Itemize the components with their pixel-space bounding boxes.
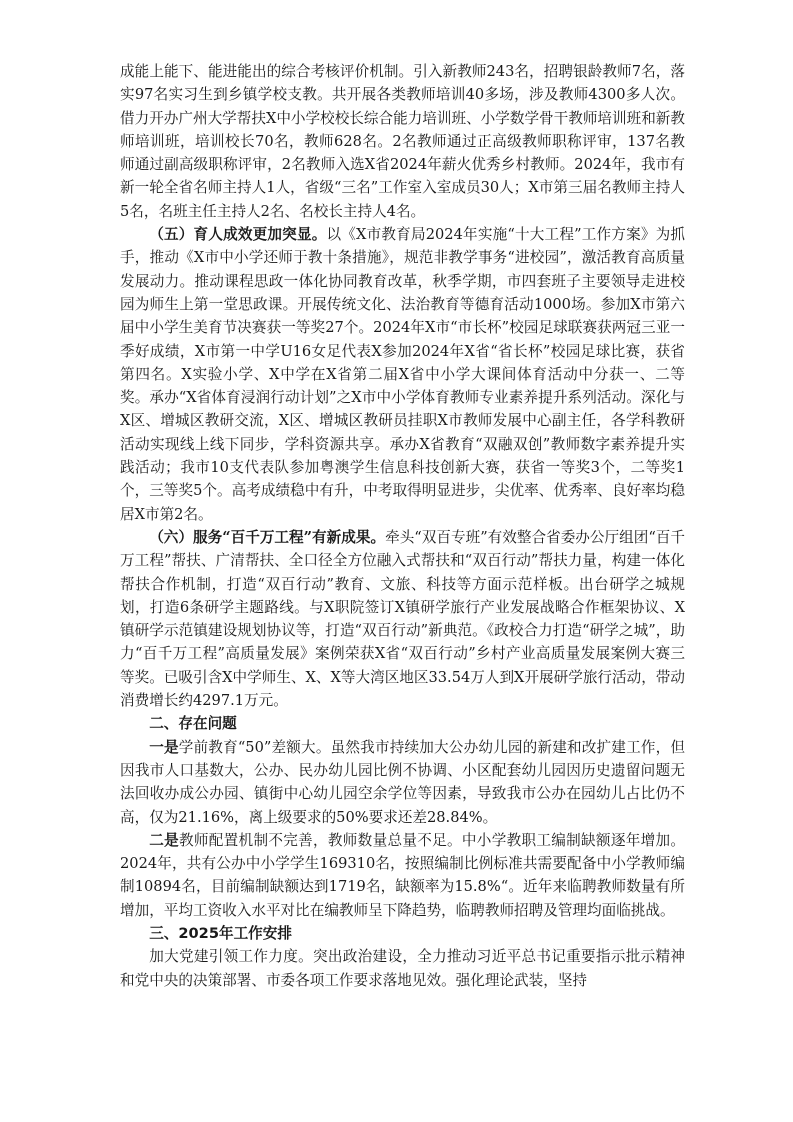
paragraph-party-building — [120, 945, 685, 992]
paragraph-text: 以《X市教育局2024年实施“十大工程”工作方案》为抓手，推动《X市中小学还师于教十条措施》，规范非教学事务“进校园”，激活教育高质量发展动力。推动课程思政一体化协同教育改革，秋季学期，市四套班子主要领导走进校园为师生上第一堂思政课。开展传统文化、法治教育等德育活动1000场。参加X市第六届中小学生美育节决赛获一等奖27个。2024年X市“市长杯”校园足球联赛获两冠三亚一季好成绩，X市第一中学U16女足代表X参加2024年X省“省长杯”校园足球比赛，获省第四名。X实验小学、X中学在X省第二届X省中小学大课间体育活动中分获一、二等奖。承办“X省体育浸润行动计划”之X市中小学体育教师专业素养提升系列活动。深化与X区、增城区教研交流，X区、增城区教研员挂职X市教师发展中心副主任，各学科教研活动实现线上线下同步，学科资源共享。承办X省教育“双融双创”教师数字素养提升实践活动；我市10支代表队参加粤澳学生信息科技创新大赛，获省一等奖3个，二等奖1个，三等奖5个。高考成绩稳中有升，中考取得明显进步，尖优率、优秀率、良好率均稳居X市第2名。 — [120, 226, 685, 523]
problem-lead-first: 一是 — [149, 738, 179, 756]
document-body — [120, 60, 685, 992]
paragraph-baiqianwan-project — [120, 526, 685, 712]
paragraph-problem-teachers — [120, 829, 685, 922]
section-heading-problems: 二、存在问题 — [149, 715, 237, 733]
problem-lead-second: 二是 — [149, 831, 179, 849]
paragraph-education-results — [120, 223, 685, 526]
paragraph-problem-preschool — [120, 736, 685, 829]
paragraph-text: 成能上能下、能进能出的综合考核评价机制。引入新教师243名，招聘银龄教师7名，落实97名实习生到乡镇学校支教。共开展各类教师培训40多场，涉及教师4300多人次。借力开办广州大学帮扶X中小学校校长综合能力培训班、小学数学骨干教师培训班和新教师培训班，培训校长70名，教师628名。2名教师通过正高级教师职称评审，137名教师通过副高级职称评审，2名教师入选X省2024年薪火优秀乡村教师。2024年，我市有新一轮全省名师主持人1人，省级“三名”工作室入室成员30人；X市第三届名教师主持人5名，名班主任主持人2名、名校长主持人4名。 — [120, 63, 685, 220]
paragraph-teacher-evaluation — [120, 60, 685, 223]
paragraph-text: 牵头“双百专班”有效整合省委办公厅组团“百千万工程”帮扶、广清帮扶、全口径全方位融入式帮扶和“双百行动”帮扶力量，构建一体化帮扶合作机制，打造“双百行动”教育、文旅、科技等方面示范样板。出台研学之城规划，打造6条研学主题路线。与X职院签订X镇研学旅行产业发展战略合作框架协议、X镇研学示范镇建设规划协议等，打造“双百行动”新典范。《政校合力打造“研学之城”，助力“百千万工程”高质量发展》案例荣获X省“双百行动”乡村产业高质量发展案例大赛三等奖。已吸引含X中学师生、X、X等大湾区地区33.54万人到X开展研学旅行活动，带动消费增长约4297.1万元。 — [120, 528, 686, 710]
subsection-heading-education-results: （五）育人成效更加突显。 — [149, 226, 327, 244]
subsection-heading-baiqianwan-project: （六）服务“百千万工程”有新成果。 — [149, 528, 386, 546]
paragraph-text: 教师配置机制不完善，教师数量总量不足。中小学教职工编制缺额逐年增加。2024年，共有公办中小学学生169310名，按照编制比例标准共需要配备中小学教师编制10894名，目前编制缺额达到1719名，缺额率为15.8%“。近年来临聘教师数量有所增加，平均工资收入水平对比在编教师呈下降趋势，临聘教师招聘及管理均面临挑战。 — [120, 831, 685, 919]
paragraph-text: 学前教育“50”差额大。虽然我市持续加大公办幼儿园的新建和改扩建工作，但因我市人口基数大，公办、民办幼儿园比例不协调、小区配套幼儿园因历史遗留问题无法回收办成公办园、镇街中心幼儿园空余学位等因素，导致我市公办在园幼儿占比仍不高，仅为21.16%，离上级要求的50%要求还差28.84%。 — [120, 738, 685, 826]
paragraph-text: 加大党建引领工作力度。突出政治建设，全力推动习近平总书记重要指示批示精神和党中央的决策部署、市委各项工作要求落地见效。强化理论武装，坚持 — [120, 948, 685, 989]
section-heading-2025-plan: 三、2025年工作安排 — [149, 924, 292, 942]
